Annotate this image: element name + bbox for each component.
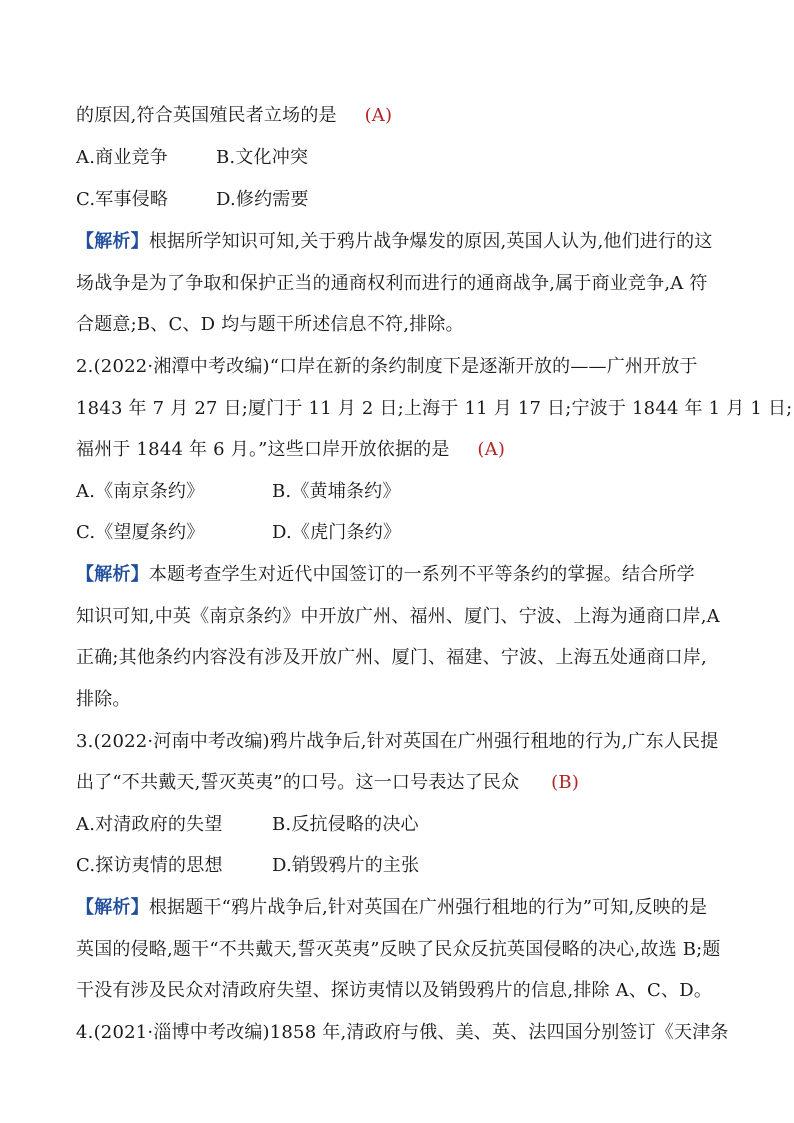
q2-option-b: B.《黄埔条约》 bbox=[272, 481, 401, 502]
q1-answer: (A) bbox=[364, 105, 393, 126]
q3-answer: (B) bbox=[551, 772, 580, 793]
q3-analysis-text: 根据题干“鸦片战争后,针对英国在广州强行租地的行为”可知,反映的是 bbox=[148, 897, 708, 918]
q3-analysis-tag: 【解析】 bbox=[76, 897, 149, 918]
q2-analysis-line: 知识可知,中英《南京条约》中开放广州、福州、厦门、宁波、上海为通商口岸,A bbox=[76, 606, 720, 627]
q3-options-row-2 bbox=[76, 852, 419, 880]
q2-option-d: D.《虎门条约》 bbox=[272, 522, 402, 543]
q2-analysis-line: 排除。 bbox=[76, 689, 131, 710]
q3-option-c: C.探访夷情的思想 bbox=[76, 855, 223, 876]
q1-analysis-line: 场战争是为了争取和保护正当的通商权利而进行的通商战争,属于商业竞争,A 符 bbox=[76, 273, 708, 294]
q2-stem-line: 1843 年 7 月 27 日;厦门于 11 月 2 日;上海于 11 月 17 日;宁波于 1844 年 1 月 1 日; bbox=[76, 398, 793, 419]
q1-analysis-text: 根据所学知识可知,关于鸦片战争爆发的原因,英国人认为,他们进行的这 bbox=[148, 231, 713, 252]
q2-answer: (A) bbox=[477, 439, 506, 460]
q3-analysis-line: 英国的侵略,题干“不共戴天,誓灭英夷”反映了民众反抗英国侵略的决心,故选 B;题 bbox=[76, 939, 721, 960]
q1-option-c: C.军事侵略 bbox=[76, 189, 169, 210]
q1-analysis-line: 合题意;B、C、D 均与题干所述信息不符,排除。 bbox=[76, 314, 464, 335]
q2-stem-text: 福州于 1844 年 6 月。”这些口岸开放依据的是 bbox=[76, 439, 450, 460]
q1-option-a: A.商业竞争 bbox=[76, 147, 168, 168]
q1-options-row-2 bbox=[76, 186, 309, 214]
q2-analysis-text: 本题考查学生对近代中国签订的一系列不平等条约的掌握。结合所学 bbox=[148, 564, 695, 585]
q1-options-row-1 bbox=[76, 144, 308, 172]
q2-stem-line bbox=[76, 436, 505, 464]
q3-analysis-line bbox=[76, 894, 707, 922]
q3-option-a: A.对清政府的失望 bbox=[76, 814, 223, 835]
q2-analysis-line: 正确;其他条约内容没有涉及开放广州、厦门、福建、宁波、上海五处通商口岸, bbox=[76, 647, 707, 668]
q2-option-c: C.《望厦条约》 bbox=[76, 522, 205, 543]
q3-stem-line: 3.(2022·河南中考改编)鸦片战争后,针对英国在广州强行租地的行为,广东人民提 bbox=[76, 731, 719, 752]
q4-stem-line: 4.(2021·淄博中考改编)1858 年,清政府与俄、美、英、法四国分别签订《天津条 bbox=[76, 1022, 729, 1043]
q3-option-d: D.销毁鸦片的主张 bbox=[272, 855, 420, 876]
q1-stem-line bbox=[76, 102, 392, 130]
q1-analysis-line bbox=[76, 228, 713, 256]
q3-stem-line bbox=[76, 769, 579, 797]
q2-stem-line: 2.(2022·湘潭中考改编)“口岸在新的条约制度下是逐渐开放的——广州开放于 bbox=[76, 356, 698, 377]
q2-options-row-1 bbox=[76, 478, 401, 506]
q2-options-row-2 bbox=[76, 519, 401, 547]
q1-option-b: B.文化冲突 bbox=[216, 147, 309, 168]
q1-option-d: D.修约需要 bbox=[216, 189, 309, 210]
q1-stem-text: 的原因,符合英国殖民者立场的是 bbox=[76, 105, 337, 126]
q2-option-a: A.《南京条约》 bbox=[76, 481, 205, 502]
q2-analysis-tag: 【解析】 bbox=[76, 564, 149, 585]
q2-analysis-line bbox=[76, 561, 695, 589]
q3-option-b: B.反抗侵略的决心 bbox=[272, 814, 419, 835]
q1-analysis-tag: 【解析】 bbox=[76, 231, 149, 252]
q3-stem-text: 出了“不共戴天,誓灭英夷”的口号。这一口号表达了民众 bbox=[76, 772, 520, 793]
q3-analysis-line: 干没有涉及民众对清政府失望、探访夷情以及销毁鸦片的信息,排除 A、C、D。 bbox=[76, 980, 713, 1001]
q3-options-row-1 bbox=[76, 811, 419, 839]
